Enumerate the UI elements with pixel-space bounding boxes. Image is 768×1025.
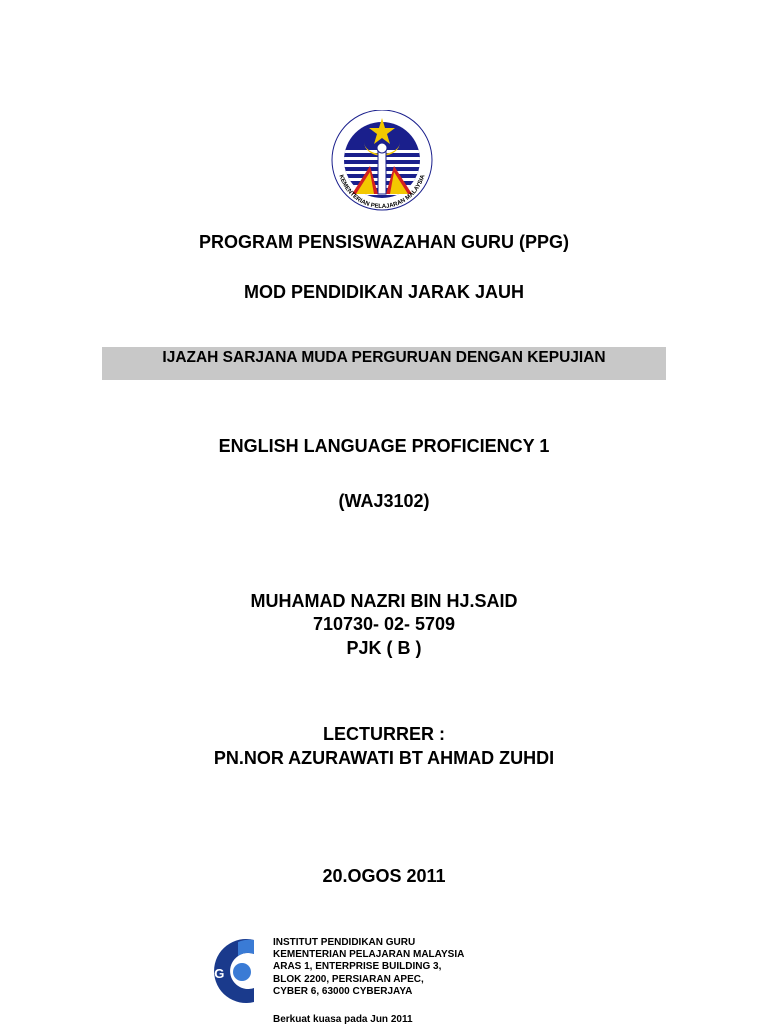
address-line: INSTITUT PENDIDIKAN GURU <box>273 937 416 948</box>
address-line: CYBER 6, 63000 CYBERJAYA <box>273 985 413 997</box>
effective-date-note: Berkuat kuasa pada Jun 2011 <box>273 1014 413 1025</box>
submission-date: 20.OGOS 2011 <box>322 866 446 886</box>
degree-title: IJAZAH SARJANA MUDA PERGURUAN DENGAN KEPUJIAN <box>162 349 606 366</box>
emblem-ring-text <box>330 110 434 214</box>
address-line: KEMENTERIAN PELAJARAN MALAYSIA <box>273 949 465 961</box>
address-line: BLOK 2200, PERSIARAN APEC, <box>273 973 424 985</box>
degree-band <box>102 347 666 380</box>
student-group: PJK ( B ) <box>346 638 422 658</box>
course-title: ENGLISH LANGUAGE PROFICIENCY 1 <box>218 436 550 456</box>
ipg-logo-icon <box>198 936 260 1006</box>
address-line: ARAS 1, ENTERPRISE BUILDING 3, <box>273 961 442 973</box>
lecturer-name: PN.NOR AZURAWATI BT AHMAD ZUHDI <box>213 748 555 768</box>
course-code: (WAJ3102) <box>338 491 430 511</box>
program-title: PROGRAM PENSISWAZAHAN GURU (PPG) <box>198 232 569 252</box>
student-name: MUHAMAD NAZRI BIN HJ.SAID <box>250 591 518 611</box>
lecturer-label: LECTURRER : <box>323 724 445 744</box>
svg-text:iPG: iPG <box>202 966 225 981</box>
mode-title: MOD PENDIDIKAN JARAK JAUH <box>243 282 525 302</box>
student-id: 710730- 02- 5709 <box>312 614 456 634</box>
svg-text:KEMENTERIAN PELAJARAN MALAYSIA: KEMENTERIAN PELAJARAN MALAYSIA <box>337 174 427 211</box>
institute-address <box>273 937 464 998</box>
